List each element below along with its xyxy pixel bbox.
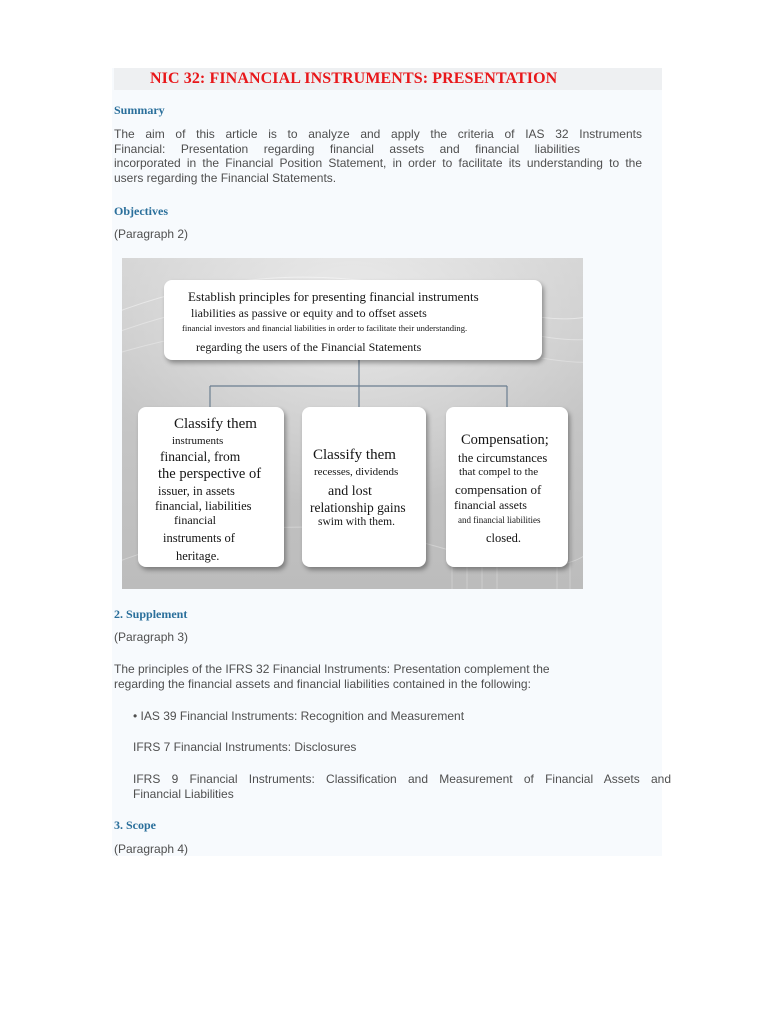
supplement-intro-line: regarding the financial assets and financial liabilities contained in the following: bbox=[114, 676, 531, 691]
left-box-line: financial bbox=[174, 513, 216, 527]
middle-box-line: and lost bbox=[328, 484, 372, 499]
right-box-title: Compensation; bbox=[461, 432, 549, 448]
list-item-line: IFRS 9 Financial Instruments: Classification and Measurement of Financial Assets and bbox=[133, 772, 671, 786]
left-box-title: Classify them bbox=[174, 416, 257, 432]
objectives-paragraph-ref: (Paragraph 2) bbox=[114, 227, 189, 241]
supplement-paragraph-ref: (Paragraph 3) bbox=[114, 630, 189, 644]
principles-line-2: liabilities as passive or equity and to offset assets bbox=[191, 306, 427, 320]
middle-box-line: relationship gains bbox=[310, 500, 406, 515]
summary-heading: Summary bbox=[114, 103, 165, 117]
list-item-line: Financial Liabilities bbox=[133, 786, 234, 801]
middle-box-title: Classify them bbox=[313, 447, 396, 463]
left-box-line: the perspective of bbox=[158, 466, 262, 482]
left-box-line: instruments of bbox=[163, 531, 235, 545]
supplement-intro bbox=[114, 662, 614, 691]
supplement-intro-line: The principles of the IFRS 32 Financial Instruments: Presentation complement the bbox=[114, 662, 550, 676]
summary-line: Financial: Presentation regarding financial assets and financial liabilities bbox=[114, 141, 580, 156]
objectives-diagram bbox=[122, 258, 583, 589]
left-box-line: financial, liabilities bbox=[155, 499, 252, 513]
right-box-line: closed. bbox=[486, 531, 522, 545]
summary-line: The aim of this article is to analyze and apply the criteria of IAS 32 Instruments bbox=[114, 127, 642, 141]
middle-box-line: recesses, dividends bbox=[314, 466, 399, 478]
list-item: • IAS 39 Financial Instruments: Recognition and Measurement bbox=[133, 709, 465, 723]
right-box-line: compensation of bbox=[455, 482, 542, 497]
left-box-line: issuer, in assets bbox=[158, 484, 235, 498]
summary-line: users regarding the Financial Statements. bbox=[114, 170, 337, 185]
principles-line-3: financial investors and financial liabilities in order to facilitate their understanding. bbox=[182, 323, 468, 333]
principles-line-4: regarding the users of the Financial Statements bbox=[196, 340, 422, 354]
list-item: IFRS 7 Financial Instruments: Disclosures bbox=[133, 740, 357, 754]
objectives-heading: Objectives bbox=[114, 204, 168, 218]
right-box-line: financial assets bbox=[454, 498, 527, 512]
supplement-heading: 2. Supplement bbox=[114, 607, 188, 621]
summary-text bbox=[114, 127, 642, 185]
left-box-line: instruments bbox=[172, 435, 224, 447]
right-box-line: that compel to the bbox=[459, 466, 539, 478]
middle-box-line: swim with them. bbox=[318, 516, 395, 528]
left-box-line: heritage. bbox=[176, 549, 220, 563]
right-box-line: and financial liabilities bbox=[458, 515, 541, 525]
list-item bbox=[133, 772, 671, 801]
scope-heading: 3. Scope bbox=[114, 818, 156, 832]
summary-line: incorporated in the Financial Position Statement, in order to facilitate its understanding to the bbox=[114, 156, 642, 170]
scope-paragraph-ref: (Paragraph 4) bbox=[114, 842, 189, 856]
left-box-line: financial, from bbox=[160, 449, 241, 464]
right-box-line: the circumstances bbox=[458, 451, 548, 465]
document-title: NIC 32: FINANCIAL INSTRUMENTS: PRESENTATION bbox=[150, 70, 558, 87]
principles-line-1: Establish principles for presenting financial instruments bbox=[188, 289, 479, 304]
